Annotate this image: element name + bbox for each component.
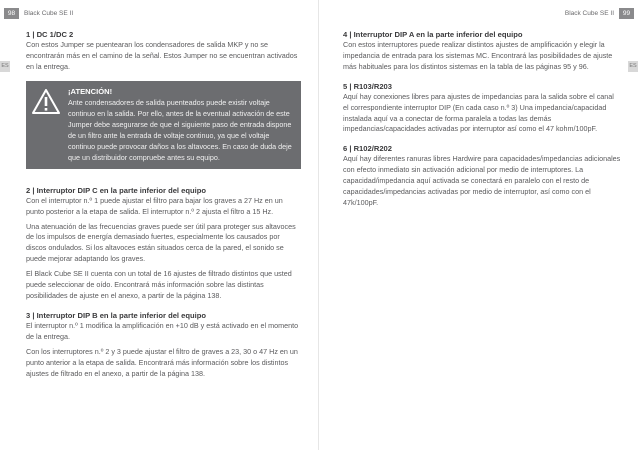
section-body: Aquí hay conexiones libres para ajustes de impedancias para la salida sobre el canal el correspondiente interruptor DIP (En cada caso n.º 3) Una impedancia/capacidad instalada aquí va a conectar de forma paralela a todas las demás impedancias/capacidades activadas por interruptor así como el 47 kohm/100pF. — [343, 91, 614, 134]
section-body: Aquí hay diferentes ranuras libres Hardwire para capacidades/impedancias adicionales con efecto inmediato sin activación adicional por medio de interruptores. La capacidad/impedancia aquí activada se conectará en paralelo con el resto de capacidades/impedancias activadas por medio de interruptor, así como con el 47k/100pF. — [343, 154, 621, 207]
section-body: Con estos interruptores puede realizar distintos ajustes de amplificación y elegir la impedancia de entrada para los sistemas MC. Encontrará las posibilidades de ajuste más habituales para los distintos sistemas en la tabla de las páginas 95 y 96. — [343, 40, 613, 71]
warning-triangle-icon — [32, 86, 68, 119]
language-tab: ES — [628, 61, 638, 72]
section-dip-a — [343, 29, 621, 73]
paragraph: El Black Cube SE II cuenta con un total de 16 ajustes de filtrado distintos que usted puede seleccionar de oído. Encontrará más información sobre las distintas posibilidades de ajuste en el anexo, a partir de la página 138. — [26, 269, 292, 300]
section-dc1-dc2 — [26, 29, 301, 73]
section-body: Con estos Jumper se puentearan los condensadores de salida MKP y no se encontrarán más en el camino de la señal. Estos Jumper no se encuentran activados en la entrega. — [26, 40, 298, 71]
language-tab: ES — [0, 61, 10, 72]
running-head: Black Cube SE II — [24, 10, 74, 17]
paragraph: Con el interruptor n.º 1 puede ajustar el filtro para bajar los graves a 27 Hz en un punto posterior a la etapa de salida. El interruptor n.º 2 ajusta el filtro a 15 Hz. — [26, 195, 283, 216]
right-column — [343, 29, 621, 217]
page-number: 99 — [619, 8, 634, 19]
section-heading: 1 | DC 1/DC 2 — [26, 30, 74, 39]
right-page — [319, 0, 638, 450]
warning-title: ¡ATENCIÓN! — [68, 86, 113, 96]
section-dip-c — [26, 185, 301, 302]
left-column — [26, 29, 301, 387]
section-dip-b — [26, 310, 301, 380]
section-r102-r202 — [343, 143, 621, 209]
paragraph: El interruptor n.º 1 modifica la amplificación en +10 dB y está activado en el momento de la entrega. — [26, 320, 299, 341]
section-heading: 6 | R102/R202 — [343, 144, 392, 154]
paragraph: Con los interruptores n.º 2 y 3 puede ajustar el filtro de graves a 23, 30 o 47 Hz en un punto anterior a la etapa de salida. Encontrará más información sobre los distintos ajustes de filtrado en el anexo, a partir de la página 138. — [26, 346, 298, 378]
paragraph: Una atenuación de las frecuencias graves puede ser útil para proteger sus altavoces de los impulsos de energía demasiado fuertes, especialmente los causados por discos ondulados. Si los altavoces están situados cerca de la pared, el sonido se puede mejorar adaptando los graves. — [26, 221, 296, 264]
section-r103-r203 — [343, 81, 621, 136]
section-heading: 4 | Interruptor DIP A en la parte inferior del equipo — [343, 30, 523, 39]
warning-body: Ante condensadores de salida puenteados puede existir voltaje continuo en la salida. Por ello, antes de la eventual activación de este Jumper debe asegurarse de que el siguiente paso de entrada dispone de un filtro ante la entrada de voltaje continuo, ya que el voltaje continuo puede provocar daños a los altavoces. En caso de duda deje que un distribuidor compruebe antes su equipo. — [68, 97, 292, 162]
page-number: 98 — [4, 8, 19, 19]
warning-box — [26, 81, 301, 169]
section-heading: 3 | Interruptor DIP B en la parte inferior del equipo — [26, 310, 207, 320]
section-heading: 5 | R103/R203 — [343, 81, 392, 91]
warning-content — [68, 86, 295, 163]
running-head: Black Cube SE II — [564, 10, 614, 17]
section-heading: 2 | Interruptor DIP C en la parte inferior del equipo — [26, 185, 207, 195]
